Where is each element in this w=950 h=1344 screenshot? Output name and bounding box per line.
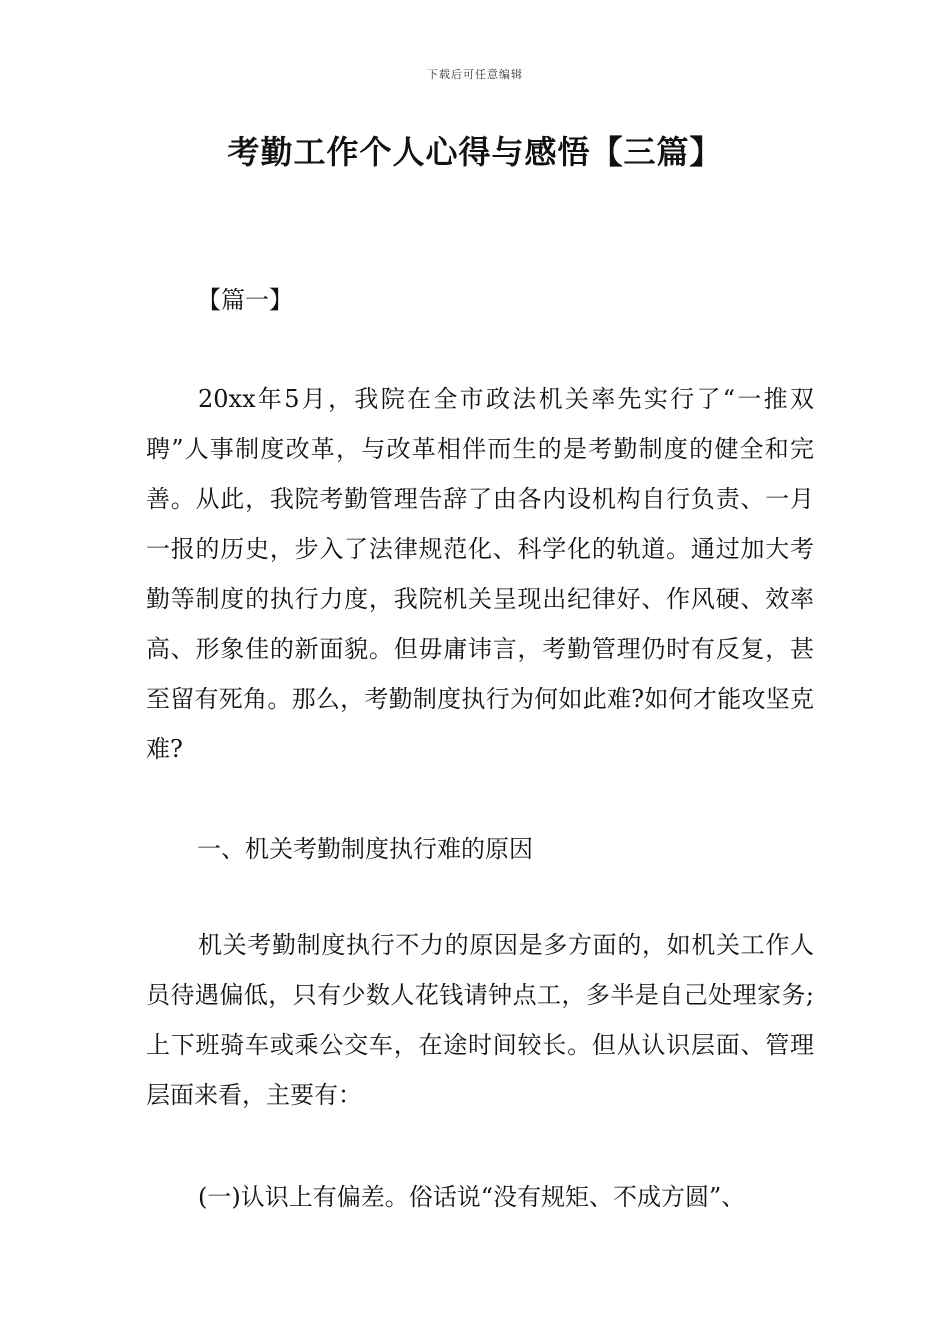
paragraph-point-one: (一)认识上有偏差。俗话说“没有规矩、不成方圆”、 [198, 1183, 746, 1211]
paragraph-intro: 20xx年5月，我院在全市政法机关率先实行了“一推双聘”人事制度改革，与改革相伴而生的是考勤制度的健全和完善。从此，我院考勤管理告辞了由各内设机构自行负责、一月一报的历史，步入了法律规范化、科学化的轨道。通过加大考勤等制度的执行力度，我院机关呈现出纪律好、作风硬、效率高、形象佳的新面貌。但毋庸讳言，考勤管理仍时有反复，甚至留有死角。那么，考勤制度执行为何如此难?如何才能攻坚克难? [146, 385, 814, 763]
paragraph-reasons: 机关考勤制度执行不力的原因是多方面的，如机关工作人员待遇偏低，只有少数人花钱请钟点工，多半是自己处理家务;上下班骑车或乘公交车，在途时间较长。但从认识层面、管理层面来看，主要有： [146, 931, 814, 1109]
section-label: 【篇一】 [197, 286, 293, 314]
header-note: 下载后可任意编辑 [427, 68, 523, 81]
section-heading: 一、机关考勤制度执行难的原因 [197, 835, 533, 863]
document-title: 考勤工作个人心得与感悟【三篇】 [227, 133, 723, 171]
